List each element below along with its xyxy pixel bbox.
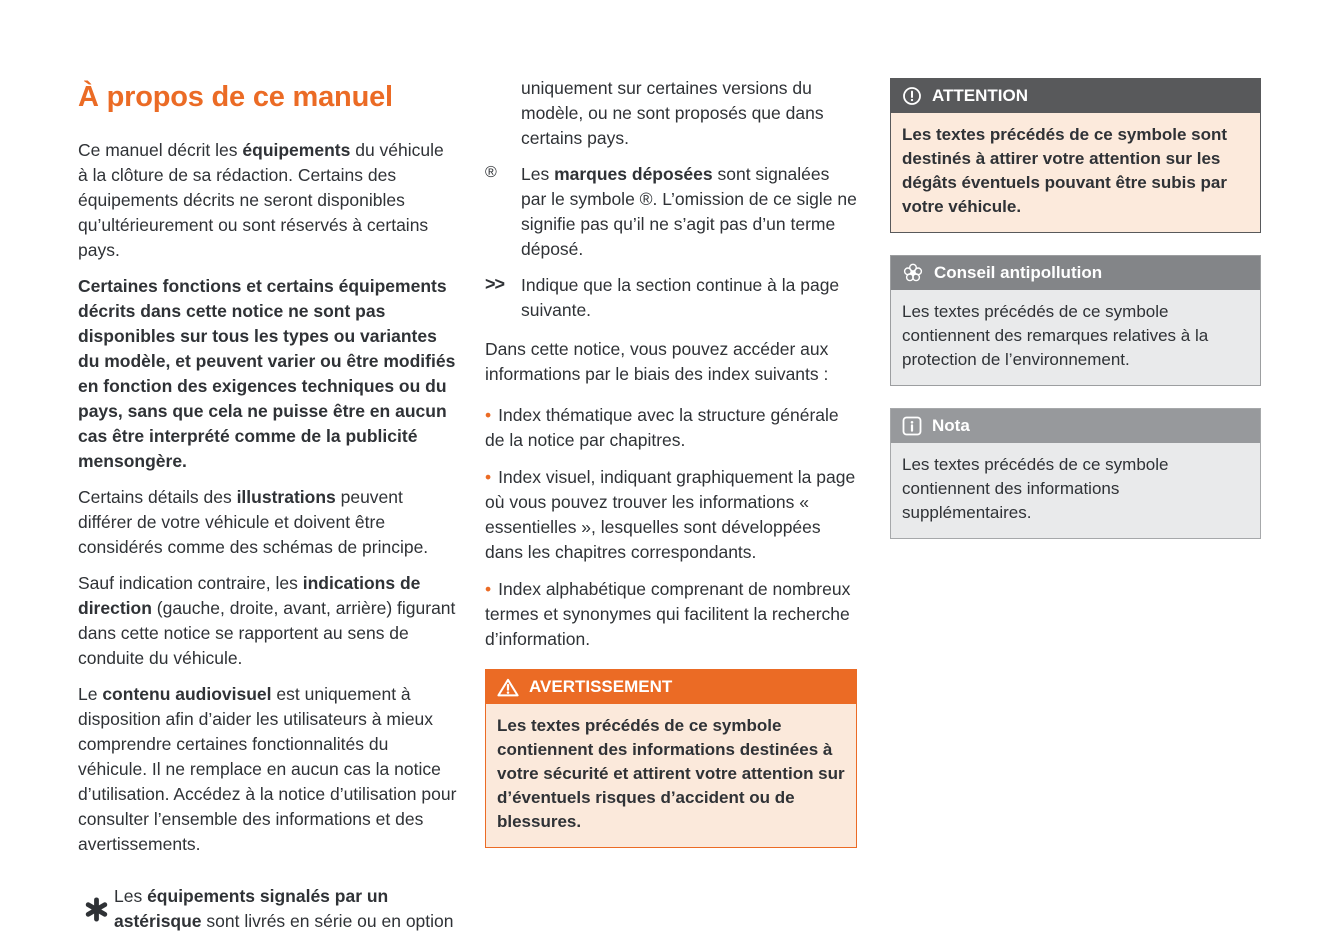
column-right — [890, 78, 1261, 561]
attention-box-header — [891, 79, 1260, 113]
registered-icon: ® — [485, 164, 497, 181]
info-square-icon — [902, 416, 922, 436]
trademark-note-text: Les marques déposées sont signalées par le symbole ®. L’omission de ce sigle ne signifie pas qu’il ne s’agit pas d’un terme déposé. — [521, 164, 857, 259]
column-middle — [485, 76, 857, 870]
next-page-note — [485, 273, 857, 323]
attention-box-title: ATTENTION — [932, 86, 1029, 105]
paragraph-illustrations: Certains détails des illustrations peuvent différer de votre véhicule et doivent être considérés comme des schémas de principe. — [78, 487, 429, 557]
index-item-text: Index visuel, indiquant graphiquement la page où vous pouvez trouver les informations « essentielles », lesquelles sont développées dans les chapitres correspondants. — [485, 467, 856, 562]
page-title: À propos de ce manuel — [78, 81, 393, 113]
warning-triangle-icon — [497, 678, 519, 697]
column-left — [78, 80, 458, 945]
eco-advice-box-header — [891, 256, 1260, 290]
bullet-dot-icon: • — [485, 579, 492, 599]
paragraph-audiovisuel: Le contenu audiovisuel est uniquement à disposition afin d’aider les utilisateurs à mieux comprendre certaines fonctionnalités du véhicule. Il ne remplace en aucun cas la notice d’utilisation. Accédez à la notice d’utilisation pour consulter l’ensemble des informations et des avertissements. — [78, 684, 457, 854]
warning-box-header — [486, 670, 856, 704]
attention-box — [890, 78, 1261, 233]
attention-box-text: Les textes précédés de ce symbole sont destinés à attirer votre attention sur les dégâts éventuels pouvant être subis par votre véhicule. — [891, 113, 1260, 232]
eco-advice-box-title: Conseil antipollution — [934, 263, 1103, 282]
index-list — [485, 403, 857, 652]
next-page-note-text: Indique que la section continue à la page suivante. — [521, 275, 840, 320]
index-intro: Dans cette notice, vous pouvez accéder aux informations par le biais des index suivants : — [485, 339, 829, 384]
eco-advice-box — [890, 255, 1261, 386]
warning-box-title: AVERTISSEMENT — [529, 677, 673, 696]
nota-box-header — [891, 409, 1260, 443]
index-item-text: Index thématique avec la structure générale de la notice par chapitres. — [485, 405, 839, 450]
nota-box — [890, 408, 1261, 539]
paragraph-directions: Sauf indication contraire, les indications de direction (gauche, droite, avant, arrière) figurant dans cette notice se rapportent au sens de conduite du véhicule. — [78, 573, 456, 668]
nota-box-text: Les textes précédés de ce symbole contiennent des informations supplémentaires. — [891, 443, 1260, 538]
bullet-dot-icon: • — [485, 467, 492, 487]
next-page-icon: >> — [485, 274, 505, 294]
index-item-alphabetique — [485, 577, 857, 652]
warning-box-text: Les textes précédés de ce symbole contiennent des informations destinées à votre sécurité et attirent votre attention sur d’éventuels risques d’accident ou de blessures. — [486, 704, 856, 847]
index-item-thematique — [485, 403, 857, 453]
circle-exclamation-icon — [902, 86, 922, 106]
index-item-visuel — [485, 465, 857, 565]
asterisk-note — [78, 884, 458, 934]
eco-advice-box-text: Les textes précédés de ce symbole contiennent des remarques relatives à la protection de l’environnement. — [891, 290, 1260, 385]
nota-box-title: Nota — [932, 416, 970, 435]
index-item-text: Index alphabétique comprenant de nombreux termes et synonymes qui facilitent la recherche d’information. — [485, 579, 851, 649]
bullet-dot-icon: • — [485, 405, 492, 425]
warning-box — [485, 669, 857, 848]
asterisk-note-continuation: uniquement sur certaines versions du modèle, ou ne sont proposés que dans certains pays. — [521, 78, 824, 148]
paragraph-equipements: Ce manuel décrit les équipements du véhicule à la clôture de sa rédaction. Certains des équipements décrits ne seront disponibles qu’ultérieurement ou sont réservés à certains pays. — [78, 140, 444, 260]
paragraph-fonctions: Certaines fonctions et certains équipements décrits dans cette notice ne sont pas disponibles sur tous les types ou variantes du modèle, et peuvent varier ou être modifiés en fonction des exigences techniques ou du pays, sans que cela ne puisse être en aucun cas être interprété comme de la publicité mensongère. — [78, 276, 456, 471]
asterisk-icon — [78, 884, 114, 934]
flower-icon — [902, 262, 924, 284]
trademark-note — [485, 162, 857, 262]
asterisk-note-text: Les équipements signalés par un astérisque sont livrés en série ou en option — [114, 886, 454, 931]
